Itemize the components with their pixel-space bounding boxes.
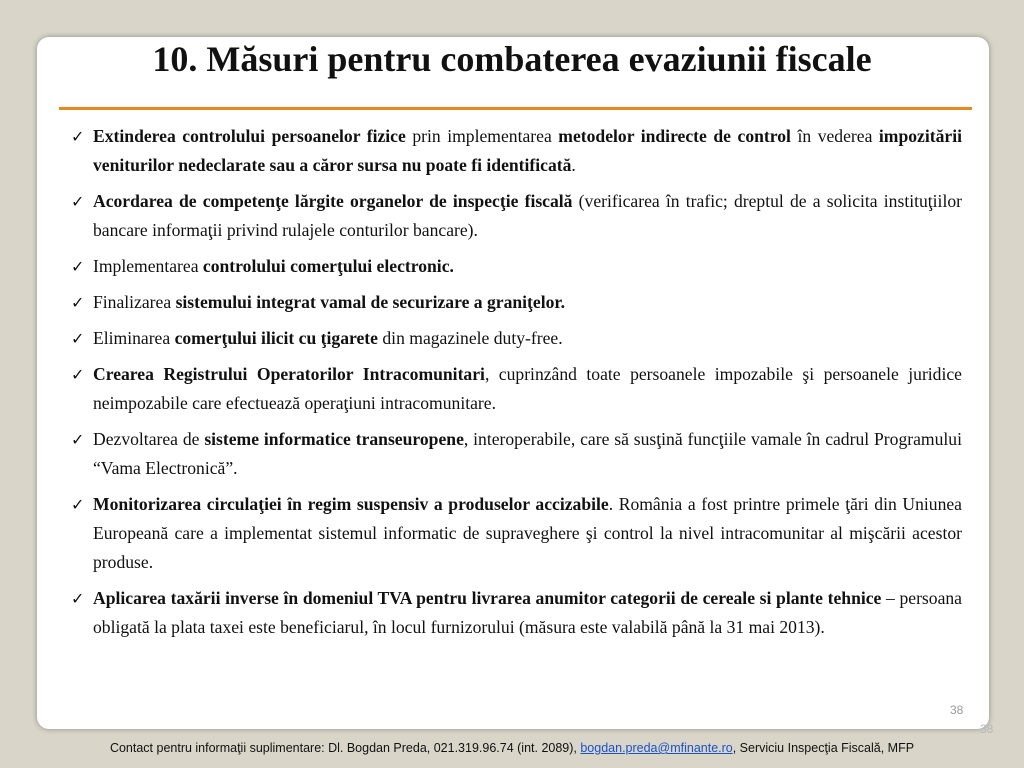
checkmark-icon: ✓	[71, 192, 85, 211]
bullet-text: Dezvoltarea de	[93, 429, 205, 449]
checkmark-icon: ✓	[71, 365, 85, 384]
checkmark-icon: ✓	[71, 293, 85, 312]
bullet-text: sistemului integrat vamal de securizare a graniţelor.	[175, 292, 566, 312]
bullet-text: Crearea Registrului Operatorilor Intracomunitari	[93, 364, 485, 384]
list-item	[64, 360, 962, 418]
footer-email-link[interactable]: bogdan.preda@mfinante.ro	[580, 741, 733, 755]
page-number: 38	[950, 703, 964, 717]
bullet-text: sisteme informatice transeuropene	[204, 429, 464, 449]
bullet-text: Implementarea	[93, 256, 203, 276]
bullet-text: impozitării veniturilor nedeclarate sau a căror sursa nu poate fi identificată	[93, 126, 962, 175]
list-item	[64, 252, 962, 281]
footer-suffix: , Serviciu Inspecţia Fiscală, MFP	[732, 741, 915, 755]
bullet-text: Extinderea controlului persoanelor fizice	[93, 126, 406, 146]
bullet-text: – persoana obligată la plata taxei este beneficiarul, în locul furnizorului (măsura este valabilă până la 31 mai 2013).	[93, 588, 962, 637]
bullet-text: Aplicarea taxării inverse în domeniul TVA pentru livrarea anumitor categorii de cereale si plante tehnice	[93, 588, 882, 608]
bullet-text: prin implementarea	[405, 126, 559, 146]
page-number-shadow: 38	[980, 722, 994, 736]
bullet-list	[64, 122, 962, 649]
checkmark-icon: ✓	[71, 430, 85, 449]
title-divider	[59, 107, 972, 110]
checkmark-icon: ✓	[71, 589, 85, 608]
list-item	[64, 288, 962, 317]
footer-prefix: Contact pentru informaţii suplimentare: Dl. Bogdan Preda, 021.319.96.74 (int. 2089),	[109, 741, 581, 755]
bullet-text: metodelor indirecte de control	[558, 126, 791, 146]
checkmark-icon: ✓	[71, 257, 85, 276]
list-item	[64, 425, 962, 483]
list-item	[64, 490, 962, 577]
page-title: 10. Măsuri pentru combaterea evaziunii fiscale	[152, 39, 872, 79]
list-item	[64, 187, 962, 245]
bullet-text: Acordarea de competenţe lărgite organelor de inspecţie fiscală	[93, 191, 573, 211]
bullet-text: Finalizarea	[93, 292, 176, 312]
bullet-text: , interoperabile, care să susţină funcţiile vamale în cadrul Programului “Vama Electronică”.	[93, 429, 962, 478]
checkmark-icon: ✓	[71, 329, 85, 348]
bullet-text: comerţului ilicit cu ţigarete	[174, 328, 378, 348]
checkmark-icon: ✓	[71, 495, 85, 514]
list-item	[64, 324, 962, 353]
bullet-text: Monitorizarea circulaţiei în regim suspensiv a produselor accizabile	[93, 494, 609, 514]
bullet-text: Eliminarea	[93, 328, 175, 348]
bullet-text: .	[571, 155, 576, 175]
bullet-text: (verificarea în trafic; dreptul de a solicita instituţiilor bancare informaţii privind rulajele conturilor bancare).	[93, 191, 962, 240]
bullet-text: în vederea	[790, 126, 879, 146]
footer-contact	[0, 741, 1024, 755]
bullet-text: . România a fost printre primele ţări din Uniunea Europeană care a implementat sistemul informatic de supraveghere şi control la nivel intracomunitar al mişcării acestor produse.	[93, 494, 962, 572]
bullet-text: controlului comerţului electronic.	[202, 256, 454, 276]
bullet-text: din magazinele duty-free.	[377, 328, 563, 348]
list-item	[64, 122, 962, 180]
bullet-text: , cuprinzând toate persoanele impozabile şi persoanele juridice neimpozabile care efectuează operaţiuni intracomunitare.	[93, 364, 962, 413]
list-item	[64, 584, 962, 642]
checkmark-icon: ✓	[71, 127, 85, 146]
